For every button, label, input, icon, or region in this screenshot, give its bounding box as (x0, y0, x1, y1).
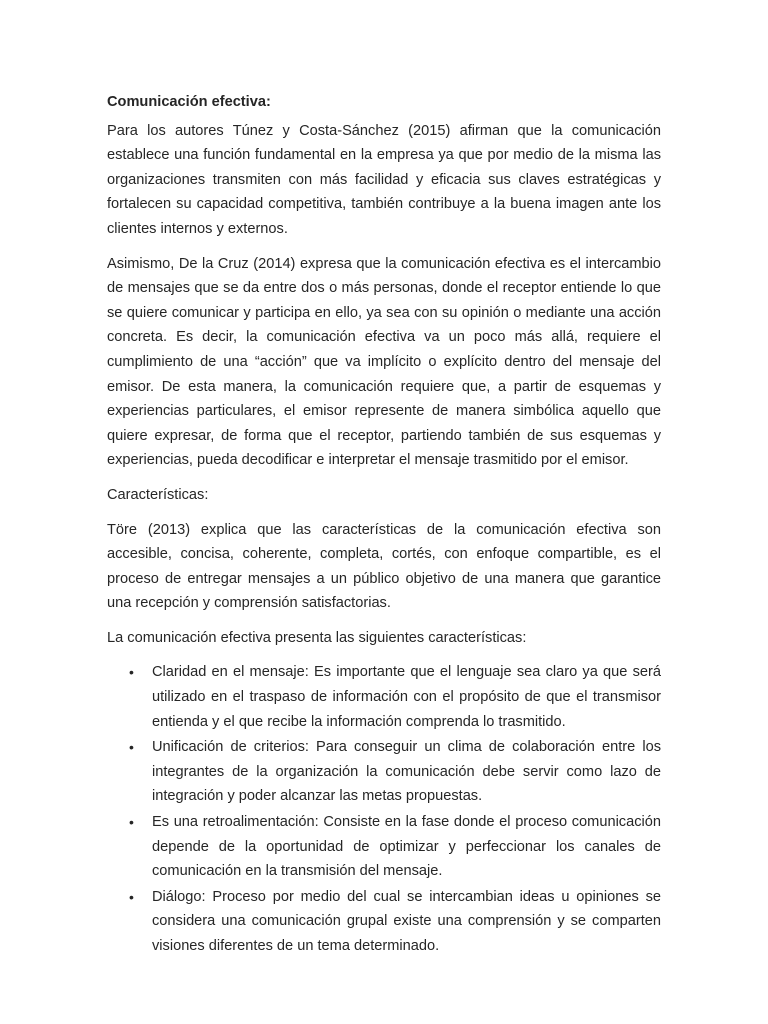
list-item-text: Unificación de criterios: Para conseguir un clima de colaboración entre los integrantes de la organización la comunicación debe servir como lazo de integración y poder alcanzar las metas propuestas. (152, 739, 661, 805)
list-item (107, 810, 661, 884)
list-item (107, 735, 661, 809)
list-item-text: Es una retroalimentación: Consiste en la fase donde el proceso comunicación depende de la oportunidad de optimizar y perfeccionar los canales de comunicación en la transmisión del mensaje. (152, 814, 661, 880)
list-item (107, 885, 661, 959)
bullet-icon: • (129, 664, 134, 681)
document-page (107, 90, 661, 960)
list-item-text: Diálogo: Proceso por medio del cual se intercambian ideas u opiniones se considera una comunicación grupal existe una comprensión y se comparten visiones diferentes de un tema determinado. (152, 888, 661, 954)
bullet-icon: • (129, 739, 134, 756)
list-item-text: Claridad en el mensaje: Es importante que el lenguaje sea claro ya que será utilizado en el traspaso de información con el propósito de que el transmisor entienda y el que recibe la información comprenda lo trasmitido. (152, 664, 661, 730)
list-item (107, 660, 661, 734)
bullet-icon: • (129, 814, 134, 831)
bullet-icon: • (129, 888, 134, 905)
paragraph-de-la-cruz: Asimismo, De la Cruz (2014) expresa que la comunicación efectiva es el intercambio de mensajes que se da entre dos o más personas, donde el receptor entiende lo que se quiere comunicar y participa en ello, ya sea con su opinión o mediante una acción concreta. Es decir, la comunicación efectiva va un poco más allá, requiere el cumplimiento de una “acción” que va implícito o explícito dentro del mensaje del emisor. De esta manera, la comunicación requiere que, a partir de esquemas y experiencias particulares, el emisor represente de manera simbólica aquello que quiere expresar, de forma que el receptor, partiendo también de sus esquemas y experiencias, pueda decodificar e interpretar el mensaje trasmitido por el emisor. (107, 255, 661, 469)
characteristics-list (107, 660, 661, 958)
characteristics-label: Características: (107, 486, 209, 503)
paragraph-tore: Töre (2013) explica que las características de la comunicación efectiva son accesible, concisa, coherente, completa, cortés, con enfoque compartible, es el proceso de entregar mensajes a un público objetivo de una manera que garantice una recepción y comprensión satisfactorias. (107, 521, 661, 612)
section-heading: Comunicación efectiva: (107, 94, 271, 110)
list-intro: La comunicación efectiva presenta las siguientes características: (107, 629, 527, 646)
paragraph-tunez: Para los autores Túnez y Costa-Sánchez (2015) afirman que la comunicación establece una función fundamental en la empresa ya que por medio de la misma las organizaciones transmiten con más facilidad y eficacia sus claves estratégicas y fortalecen su capacidad competitiva, también contribuye a la buena imagen ante los clientes internos y externos. (107, 122, 661, 237)
